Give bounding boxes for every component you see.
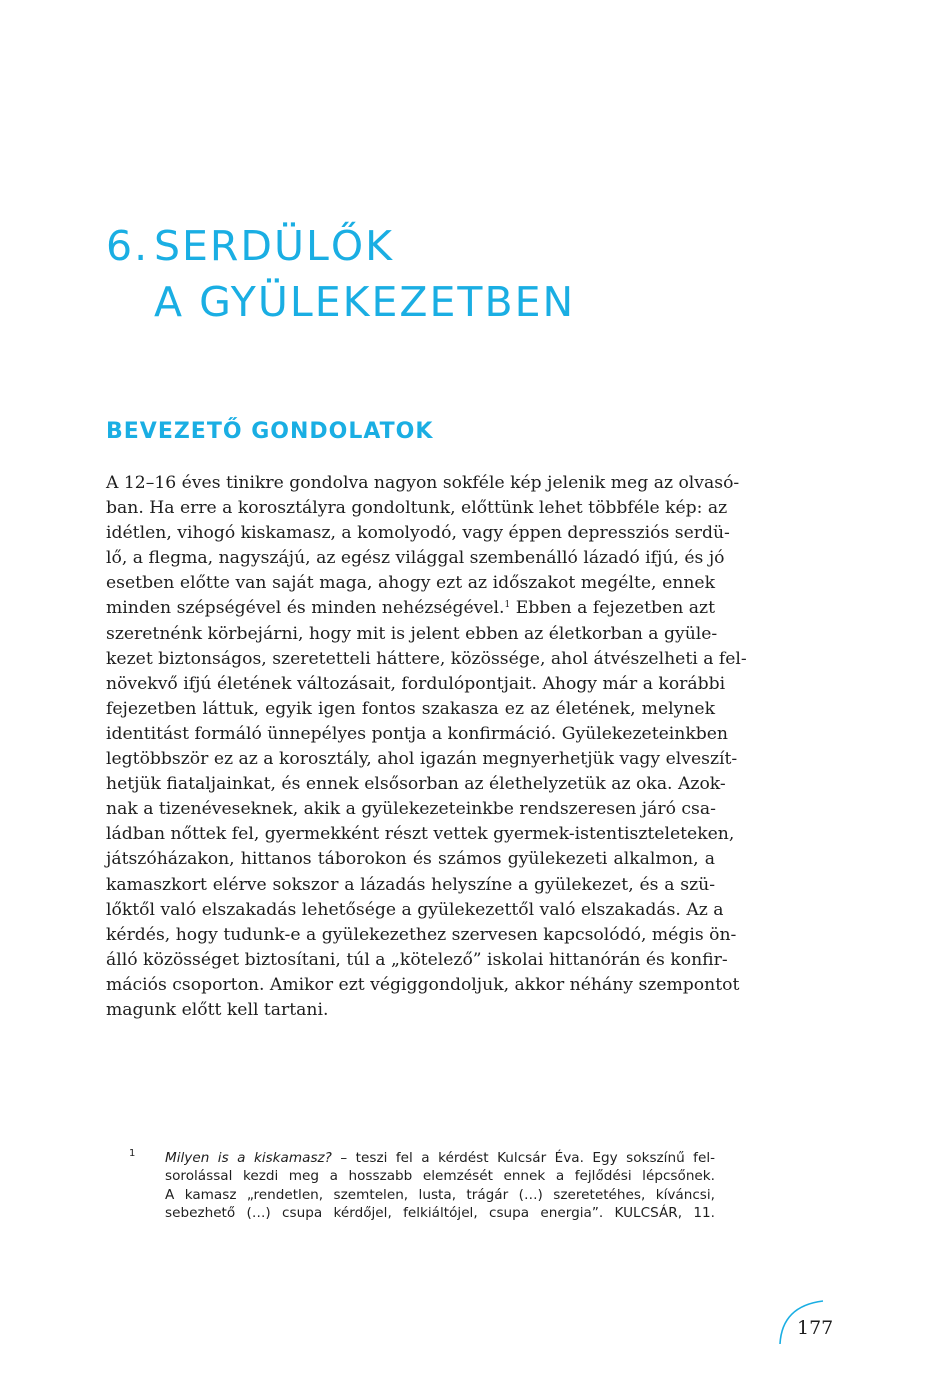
body-line: növekvő ifjú életének változásait, fordulópontjait. Ahogy már a korábbi: [106, 673, 726, 694]
page-number: 177: [797, 1317, 834, 1339]
body-line: legtöbbször ez az a korosztály, ahol igazán megnyerhetjük vagy elveszít-: [106, 749, 738, 770]
chapter-title-line-2: [106, 274, 575, 330]
footnote-line: [165, 1149, 715, 1167]
body-line: álló közösséget biztosítani, túl a „kötelező” iskolai hittanórán és konfir-: [106, 949, 728, 970]
footnote-italic-lead: Milyen is a kiskamasz?: [165, 1150, 332, 1166]
body-line: kezet biztonságos, szeretetteli háttere, közössége, ahol átvészelheti a fel-: [106, 648, 747, 669]
footnote-line: sorolással kezdi meg a hosszabb elemzését ennek a fejlődési lépcsőnek.: [165, 1168, 715, 1185]
body-line-with-footnote: [106, 596, 715, 621]
footnote-reference[interactable]: 1: [504, 600, 511, 611]
body-line: kamaszkort elérve sokszor a lázadás helyszíne a gyülekezet, és a szü-: [106, 874, 715, 895]
body-line: nak a tizenéveseknek, akik a gyülekezeteinkbe rendszeresen járó csa-: [106, 799, 716, 820]
body-line: szeretnénk körbejárni, hogy mit is jelent ebben az életkorban a gyüle-: [106, 623, 718, 644]
body-line: kérdés, hogy tudunk-e a gyülekezethez szervesen kapcsolódó, mégis ön-: [106, 924, 737, 945]
footnote-line-text: – teszi fel a kérdést Kulcsár Éva. Egy sokszínű fel-: [331, 1150, 716, 1166]
body-paragraph: [106, 471, 747, 1023]
chapter-title-line-1: [106, 218, 575, 274]
body-line: lőktől való elszakadás lehetősége a gyülekezettől való elszakadás. Az a: [106, 899, 724, 920]
body-line: hetjük fiataljainkat, és ennek elsősorban az élethelyzetük az oka. Azok-: [106, 774, 726, 795]
body-line: identitást formáló ünnepélyes pontja a konfirmáció. Gyülekezeteinkben: [106, 723, 729, 744]
footnote-marker: 1: [129, 1148, 136, 1159]
footnote: [165, 1149, 715, 1223]
footnote-line: A kamasz „rendetlen, szemtelen, lusta, trágár (…) szeretetéhes, kíváncsi,: [165, 1186, 715, 1203]
footnote-line: sebezhető (…) csupa kérdőjel, felkiáltójel, csupa energia”. KULCSÁR, 11.: [165, 1205, 715, 1222]
chapter-number: 6.: [106, 222, 150, 270]
body-line: lő, a flegma, nagyszájú, az egész világgal szembenálló lázadó ifjú, és jó: [106, 548, 725, 569]
body-line: A 12–16 éves tinikre gondolva nagyon sokféle kép jelenik meg az olvasó-: [106, 473, 740, 493]
chapter-title-text-1: SERDÜLŐK: [154, 222, 394, 270]
body-line: fejezetben láttuk, egyik igen fontos szakasza ez az életének, melynek: [106, 698, 715, 719]
body-line: játszóházakon, hittanos táborokon és számos gyülekezeti alkalmon, a: [106, 849, 715, 870]
body-line: ban. Ha erre a korosztályra gondoltunk, előttünk lehet többféle kép: az: [106, 498, 728, 519]
body-line-text: Ebben a fejezetben azt: [510, 598, 716, 619]
body-line: magunk előtt kell tartani.: [106, 999, 329, 1020]
body-line: idétlen, vihogó kiskamasz, a komolyodó, vagy éppen depressziós serdü-: [106, 523, 730, 544]
body-line-text: minden szépségével és minden nehézségével.: [106, 598, 505, 619]
section-heading: BEVEZETŐ GONDOLATOK: [106, 419, 434, 444]
chapter-title-text-2: A GYÜLEKEZETBEN: [154, 278, 576, 326]
body-line: mációs csoporton. Amikor ezt végiggondoljuk, akkor néhány szempontot: [106, 974, 740, 995]
body-line: esetben előtte van saját maga, ahogy ezt az időszakot megélte, ennek: [106, 573, 715, 594]
chapter-title: [106, 218, 575, 330]
body-line: ládban nőttek fel, gyermekként részt vettek gyermek-istentiszteleteken,: [106, 824, 735, 845]
